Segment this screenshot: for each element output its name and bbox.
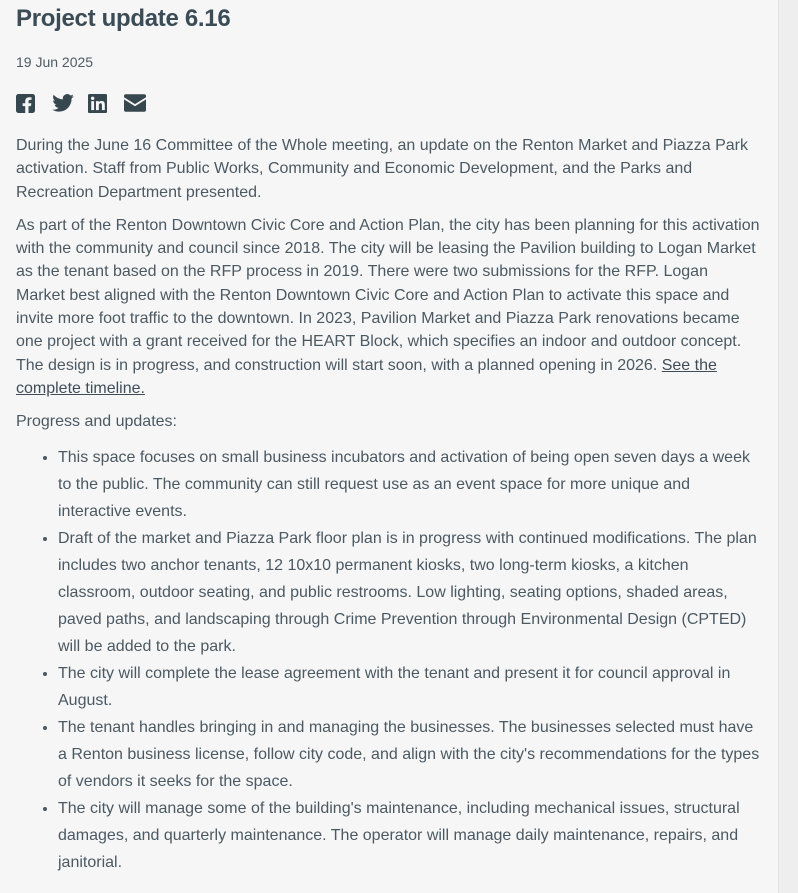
- timeline-link[interactable]: See the complete timeline.: [16, 356, 717, 397]
- article: [16, 0, 761, 876]
- share-bar: [16, 90, 761, 116]
- linkedin-icon[interactable]: [88, 91, 124, 115]
- intro-paragraph: During the June 16 Committee of the Whole meeting, an update on the Renton Market and Piazza Park activation. Staff from Public Works, Community and Economic Development, and the Parks and Recreation Department presented.: [16, 137, 748, 201]
- list-item: • This space focuses on small business incubators and activation of being open seven days a week to the public. The community can still request use as an event space for more unique and interactive events.: [58, 444, 761, 525]
- list-item: • The city will complete the lease agreement with the tenant and present it for council approval in August.: [58, 660, 761, 714]
- page-scroll-gutter: [778, 0, 798, 893]
- progress-heading: Progress and updates:: [16, 413, 177, 431]
- list-item: • The city will manage some of the building's maintenance, including mechanical issues, structural damages, and quarterly maintenance. The operator will manage daily maintenance, repairs, and janitorial.: [58, 795, 761, 876]
- page-title: Project update 6.16: [16, 5, 231, 32]
- list-item: • Draft of the market and Piazza Park floor plan is in progress with continued modifications. The plan includes two anchor tenants, 12 10x10 permanent kiosks, two long-term kiosks, a kitchen classroom, outdoor seating, and public restrooms. Low lighting, seating options, shaded areas, paved paths, and landscaping through Crime Prevention through Environmental Design (CPTED) will be added to the park.: [58, 525, 761, 660]
- article-body: [16, 134, 761, 876]
- email-icon[interactable]: [124, 91, 160, 115]
- twitter-icon[interactable]: [52, 91, 88, 115]
- list-item: • The tenant handles bringing in and managing the businesses. The businesses selected must have a Renton business license, follow city code, and align with the city's recommendations for the types of vendors it seeks for the space.: [58, 714, 761, 795]
- facebook-icon[interactable]: [16, 91, 52, 115]
- background-paragraph: [16, 214, 761, 400]
- updates-list: [16, 444, 761, 876]
- background-text: As part of the Renton Downtown Civic Core and Action Plan, the city has been planning for this activation with the community and council since 2018. The city will be leasing the Pavilion building to Logan Market as the tenant based on the RFP process in 2019. There were two submissions for the RFP. Logan Market best aligned with the Renton Downtown Civic Core and Action Plan to activate this space and invite more foot traffic to the downtown. In 2023, Pavilion Market and Piazza Park renovations became one project with a grant received for the HEART Block, which specifies an indoor and outdoor concept. The design is in progress, and construction will start soon, with a planned opening in 2026.: [16, 216, 760, 374]
- publish-date: 19 Jun 2025: [16, 54, 94, 70]
